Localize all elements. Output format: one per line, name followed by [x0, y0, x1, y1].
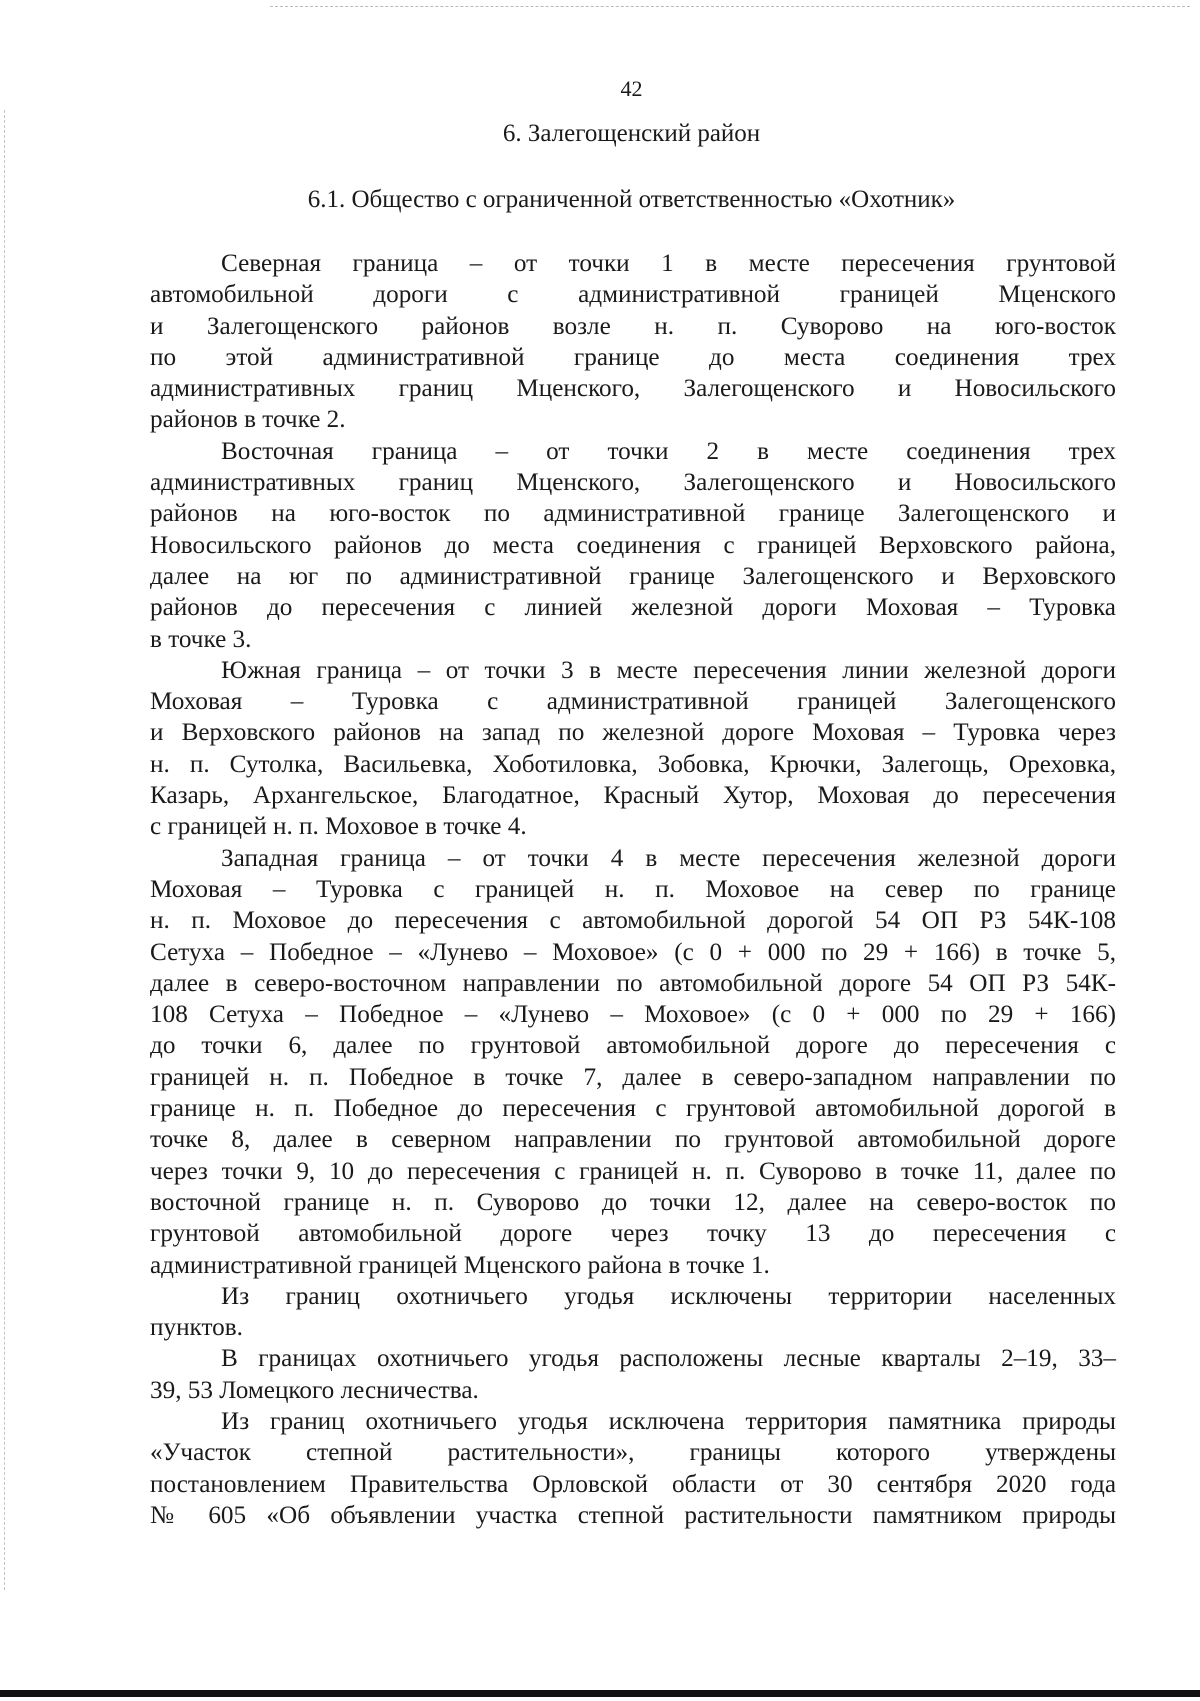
text-line: пунктов. [150, 1314, 243, 1342]
paragraph-southern-boundary [150, 655, 1116, 843]
text-line: административных границ Мценского, Залегощенского и Новосильского [150, 469, 1116, 497]
paragraph-western-boundary [150, 843, 1116, 1281]
text-line: административных границ Мценского, Залегощенского и Новосильского [150, 375, 1116, 403]
text-line: Моховая – Туровка с границей н. п. Моховое на север по границе [150, 875, 1116, 903]
text-line: Казарь, Архангельское, Благодатное, Красный Хутор, Моховая до пересечения [150, 782, 1116, 810]
text-line: по этой административной границе до места соединения трех [150, 343, 1116, 371]
text-line: до точки 6, далее по грунтовой автомобильной дороге до пересечения с [150, 1032, 1116, 1060]
text-line: районов до пересечения с линией железной дороги Моховая – Туровка [150, 594, 1116, 622]
scan-top-edge-line [270, 6, 1190, 7]
text-line: грунтовой автомобильной дороге через точку 13 до пересечения с [150, 1220, 1116, 1248]
document-body [150, 248, 1116, 1531]
text-line: В границах охотничьего угодья расположены лесные кварталы 2–19, 33– [221, 1345, 1116, 1373]
text-line: через точки 9, 10 до пересечения с границей н. п. Суворово в точке 11, далее по [150, 1157, 1116, 1185]
text-line: н. п. Моховое до пересечения с автомобильной дорогой 54 ОП РЗ 54К-108 [150, 907, 1116, 935]
text-line: автомобильной дороги с административной границей Мценского [150, 281, 1116, 309]
text-line: далее на юг по административной границе Залегощенского и Верховского [150, 562, 1116, 590]
text-line: районов в точке 2. [150, 406, 346, 434]
text-line: постановлением Правительства Орловской области от 30 сентября 2020 года [150, 1470, 1116, 1498]
text-line: «Участок степной растительности», границы которого утверждены [150, 1439, 1116, 1467]
text-line: с границей н. п. Моховое в точке 4. [150, 813, 527, 841]
paragraph-exclusion-natural-monument [150, 1406, 1116, 1531]
text-line: Южная граница – от точки 3 в месте пересечения линии железной дороги [221, 656, 1116, 684]
text-line: границе н. п. Победное до пересечения с грунтовой автомобильной дорогой в [150, 1095, 1116, 1123]
paragraph-northern-boundary [150, 248, 1116, 436]
text-line: административной границей Мценского района в точке 1. [150, 1251, 770, 1279]
paragraph-forest-quarters [150, 1343, 1116, 1406]
text-line: далее в северо-восточном направлении по автомобильной дороге 54 ОП РЗ 54К- [150, 969, 1116, 997]
scan-bottom-edge-band [0, 1690, 1200, 1697]
text-line: в точке 3. [150, 625, 252, 653]
text-line: Западная граница – от точки 4 в месте пересечения железной дороги [221, 844, 1116, 872]
section-title: 6. Залегощенский район [502, 120, 761, 147]
text-line: Моховая – Туровка с административной границей Залегощенского [150, 688, 1116, 716]
text-line: границей н. п. Победное в точке 7, далее в северо-западном направлении по [150, 1063, 1116, 1091]
text-line: н. п. Сутолка, Васильевка, Хоботиловка, Зобовка, Крючки, Залегощь, Ореховка, [150, 750, 1116, 778]
text-line: 108 Сетуха – Победное – «Лунево – Моховое» (с 0 + 000 по 29 + 166) [150, 1001, 1116, 1029]
text-line: восточной границе н. п. Суворово до точки 12, далее на северо-восток по [150, 1188, 1116, 1216]
scan-left-edge-line [4, 110, 5, 1590]
text-line: № 605 «Об объявлении участка степной растительности памятником природы [150, 1501, 1116, 1529]
text-line: Сетуха – Победное – «Лунево – Моховое» (с 0 + 000 по 29 + 166) в точке 5, [150, 938, 1116, 966]
paragraph-exclusion-settlements [150, 1281, 1116, 1344]
text-line: точке 8, далее в северном направлении по грунтовой автомобильной дороге [150, 1126, 1116, 1154]
page-number: 42 [620, 76, 643, 101]
text-line: Из границ охотничьего угодья исключена территория памятника природы [221, 1407, 1116, 1435]
text-line: 39, 53 Ломецкого лесничества. [150, 1376, 479, 1404]
text-line: Из границ охотничьего угодья исключены территории населенных [221, 1282, 1116, 1310]
subsection-title: 6.1. Общество с ограниченной ответственностью «Охотник» [307, 186, 956, 213]
paragraph-eastern-boundary [150, 436, 1116, 655]
text-line: районов на юго-восток по административной границе Залегощенского и [150, 500, 1116, 528]
text-line: Новосильского районов до места соединения с границей Верховского района, [150, 531, 1116, 559]
text-line: и Верховского районов на запад по железной дороге Моховая – Туровка через [150, 719, 1116, 747]
text-line: Северная граница – от точки 1 в месте пересечения грунтовой [221, 250, 1116, 277]
text-line: и Залегощенского районов возле н. п. Суворово на юго-восток [150, 312, 1116, 340]
text-line: Восточная граница – от точки 2 в месте соединения трех [221, 437, 1116, 465]
